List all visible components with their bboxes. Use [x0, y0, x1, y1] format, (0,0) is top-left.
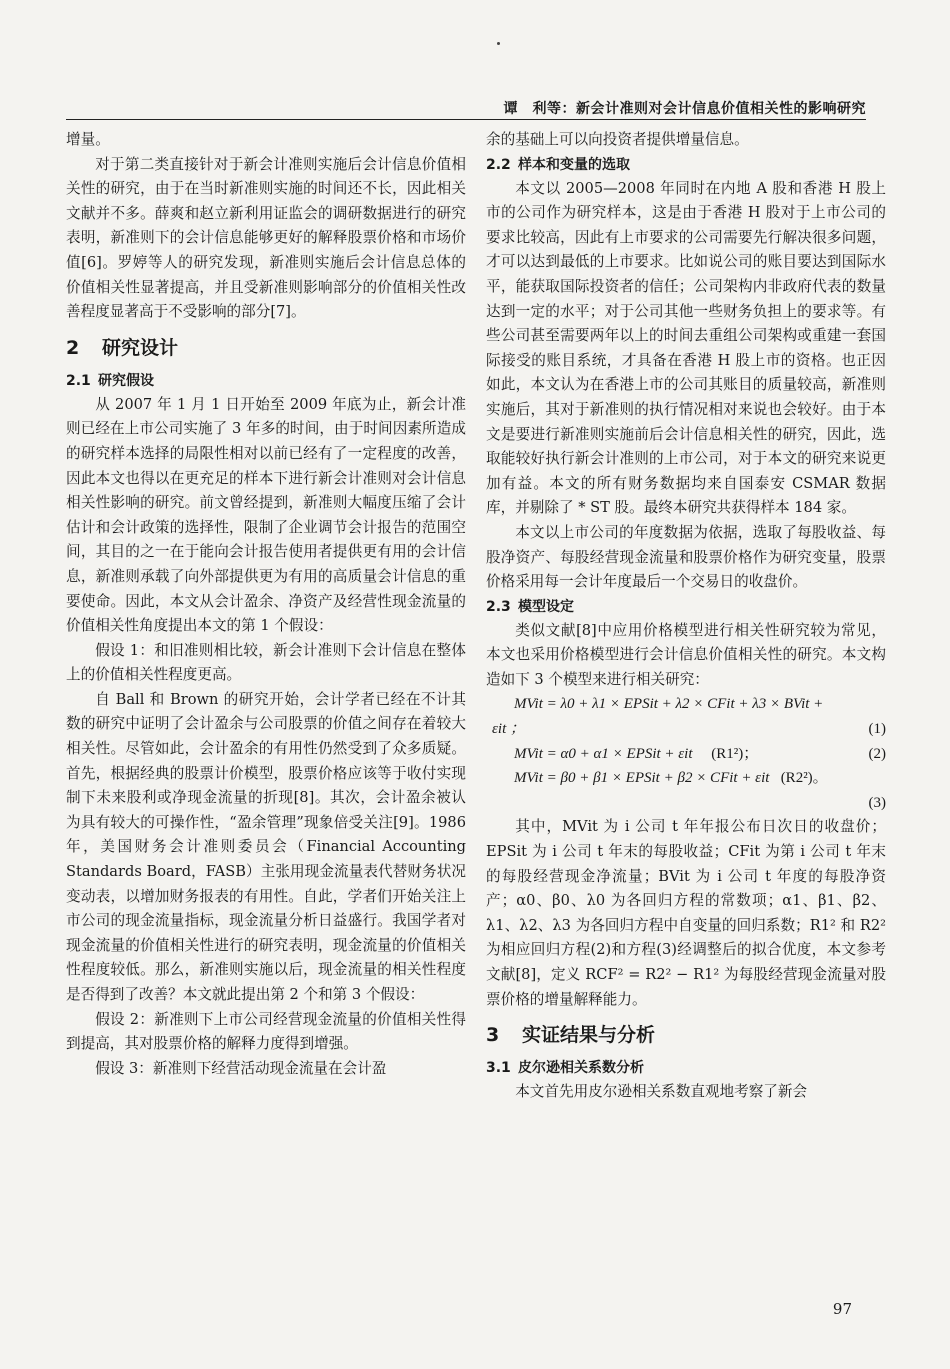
- equation-3-number-line: [486, 791, 886, 816]
- section-number: 3: [486, 1024, 500, 1047]
- section-heading-2: [66, 333, 466, 363]
- header-rule: [66, 119, 866, 120]
- subsection-number: 2.3: [486, 598, 511, 615]
- page-number: 97: [832, 1300, 852, 1318]
- equation-number: (3): [868, 794, 886, 811]
- left-column: [66, 128, 466, 1081]
- equation-1-continued: [486, 717, 886, 742]
- right-column: [486, 128, 886, 1105]
- paragraph: 余的基础上可以向投资者提供增量信息。: [486, 131, 749, 148]
- equation-3: [486, 766, 886, 791]
- paragraph: 自 Ball 和 Brown 的研究开始，会计学者已经在不计其数的研究中证明了会计盈余与公司股票的价值之间存在着较大相关性。尽管如此，会计盈余的有用性仍然受到了众多质疑。首先，根据经典的股票计价模型，股票价格应该等于收付实现制下未来股利或净现金流量的折现[8]。其次，会计盈余被认为具有较大的可操作性，“盈余管理”现象倍受关注[9]。1986 年，美国财务会计准则委员会（Financial Accounting Standards Board，FASB）主张用现金流量表代替财务状况变动表，以增加财务报表的有用性。自此，学者们开始关注上市公司的现金流量指标，现金流量分析日益盛行。我国学者对现金流量的价值相关性进行的研究表明，现金流量的价值相关性程度较低。那么，新准则实施以后，现金流量的相关性程度是否得到了改善？本文就此提出第 2 个和第 3 个假设：: [66, 690, 466, 1003]
- subsection-number: 2.1: [66, 372, 91, 389]
- equation-1: [486, 692, 886, 717]
- paragraph: 对于第二类直接针对于新会计准则实施后会计信息价值相关性的研究，由于在当时新准则实施的时间还不长，因此相关文献并不多。薛爽和赵立新利用证监会的调研数据进行的研究表明，新准则下的会计信息能够更好的解释股票价格和市场价值[6]。罗婷等人的研究发现，新准则实施后会计信息总体的价值相关性显著提高，并且受新准则影响部分的价值相关性改善程度显著高于不受影响的部分[7]。: [66, 155, 466, 321]
- subsection-title: 样本和变量的选取: [518, 156, 630, 173]
- equation-2-text: MVit = α0 + α1 × EPSit + εit: [514, 745, 693, 762]
- hypothesis-2: 假设 2：新准则下上市公司经营现金流量的价值相关性得到提高，其对股票价格的解释力度得到增强。: [66, 1010, 466, 1053]
- subsection-title: 模型设定: [518, 598, 574, 615]
- subsection-heading-2-2: [486, 153, 886, 177]
- subsection-number: 3.1: [486, 1060, 511, 1077]
- subsection-heading-2-1: [66, 369, 466, 393]
- hypothesis-1: 假设 1：和旧准则相比较，新会计准则下会计信息在整体上的价值相关性程度更高。: [66, 641, 466, 684]
- scan-speck: [497, 42, 500, 45]
- equation-1-text: MVit = λ0 + λ1 × EPSit + λ2 × CFit + λ3 × BVit +: [514, 696, 824, 713]
- paragraph: 类似文献[8]中应用价格模型进行相关性研究较为常见，本文也采用价格模型进行会计信息价值相关性的研究。本文构造如下 3 个模型来进行相关研究：: [486, 621, 886, 688]
- paragraph: 本文以 2005—2008 年同时在内地 A 股和香港 H 股上市的公司作为研究样本，这是由于香港 H 股对于上市公司的要求比较高，因此有上市要求的公司需要先行解决很多问题，才可以达到最低的上市要求。比如说公司的账目要达到国际水平，能获取国际投资者的信任；公司架构内非政府代表的数量达到一定的水平；对于公司其他一些财务负担上的要求等。有些公司甚至需要两年以上的时间去重组公司架构或重建一套国际接受的账目系统，才具备在香港 H 股上市的资格。也正因如此，本文认为在香港上市的公司其账目的质量较高，新准则实施后，其对于新准则的执行情况相对来说也会较好。由于本文是要进行新准则实施前后会计信息相关性的研究，因此，选取能较好执行新会计准则的上市公司，对于本文的研究来说更加有益。本文的所有财务数据均来自国泰安 CSMAR 数据库，并剔除了 * ST 股。最终本研究共获得样本 184 家。: [486, 179, 886, 517]
- section-title: 研究设计: [102, 336, 179, 359]
- section-title: 实证结果与分析: [522, 1024, 656, 1047]
- paragraph: 本文以上市公司的年度数据为依据，选取了每股收益、每股净资产、每股经营现金流量和股票价格作为研究变量，股票价格采用每一会计年度最后一个交易日的收盘价。: [486, 523, 886, 591]
- equation-1-tail: εit ；: [492, 721, 525, 738]
- paragraph: 从 2007 年 1 月 1 日开始至 2009 年底为止，新会计准则已经在上市公司实施了 3 年多的时间，由于时间因素所造成的研究样本选择的局限性相对以前已经有了一定程度的改善，因此本文也得以在更充足的样本下进行新会计准则对会计信息相关性影响的研究。前文曾经提到，新准则大幅度压缩了会计估计和会计政策的选择性，限制了企业调节会计报告的范围空间，其目的之一在于能向会计报告使用者提供更有用的会计信息，新准则承载了向外部提供更为有用的高质量会计信息的重要使命。因此，本文从会计盈余、净资产及经营性现金流量的价值相关性角度提出本文的第 1 个假设：: [66, 395, 466, 635]
- subsection-heading-2-3: [486, 595, 886, 619]
- equation-number: (1): [868, 721, 886, 738]
- paragraph: 其中，MVit 为 i 公司 t 年年报公布日次日的收盘价；EPSit 为 i 公司 t 年末的每股收益；CFit 为第 i 公司 t 年末的每股经营现金净流量；BVit 为 i 公司 t 年度的每股净资产；α0、β0、λ0 为各回归方程的常数项；α1、β1、β2、λ1、λ2、λ3 为各回归方程中自变量的回归系数；R1² 和 R2² 为相应回归方程(2)和方程(3)经调整后的拟合优度，本文参考文献[8]，定义 RCF² = R2² − R1² 为每股经营现金流量对股票价格的增量解释能力。: [486, 818, 886, 1008]
- equation-2: [486, 742, 886, 767]
- subsection-title: 皮尔逊相关系数分析: [518, 1060, 644, 1077]
- equation-3-tag: (R2²)。: [780, 770, 828, 787]
- paragraph: 增量。: [66, 131, 110, 148]
- equation-number: (2): [868, 745, 886, 762]
- subsection-title: 研究假设: [98, 372, 154, 389]
- section-heading-3: [486, 1020, 886, 1050]
- subsection-heading-3-1: [486, 1056, 886, 1080]
- hypothesis-3: 假设 3：新准则下经营活动现金流量在会计盈: [95, 1059, 387, 1077]
- paragraph: 本文首先用皮尔逊相关系数直观地考察了新会: [515, 1083, 808, 1101]
- equation-3-text: MVit = β0 + β1 × EPSit + β2 × CFit + εit: [514, 770, 770, 787]
- running-header: 谭 利等：新会计准则对会计信息价值相关性的影响研究: [503, 101, 866, 117]
- equation-2-tag: (R1²)；: [711, 745, 759, 762]
- subsection-number: 2.2: [486, 156, 511, 173]
- section-number: 2: [66, 336, 80, 359]
